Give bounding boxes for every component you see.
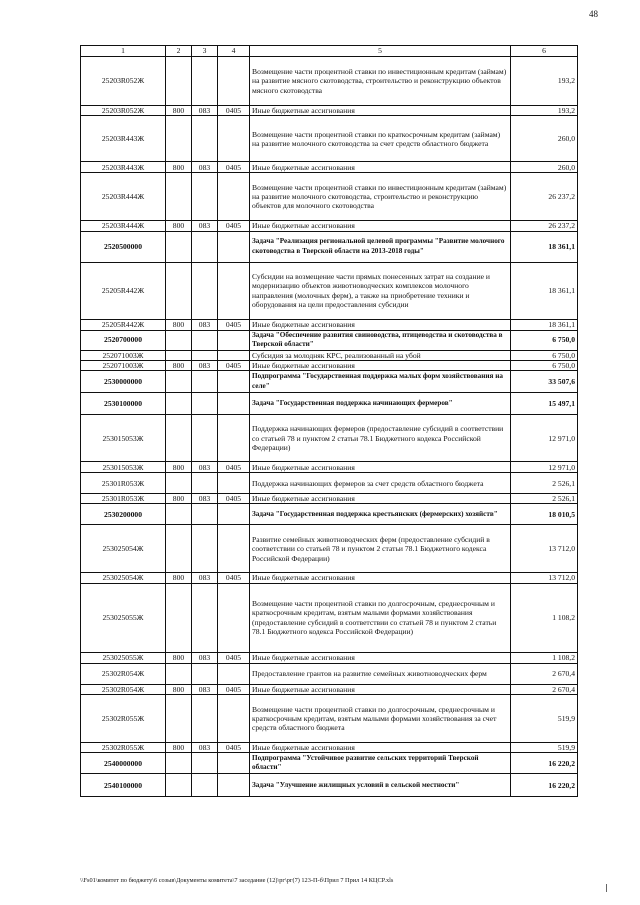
kvr-cell [166,393,192,415]
kvr-cell [166,262,192,319]
description-cell: Возмещение части процентной ставки по долгосрочным, среднесрочным и краткосрочным кредитам, взятым малыми формами хозяйствования за счет средств областного бюджета [250,695,511,743]
ministry-cell [192,504,218,525]
section-cell [218,525,250,573]
kvr-cell: 800 [166,319,192,330]
code-cell: 253025054Ж [81,525,166,573]
code-cell: 25205R442Ж [81,319,166,330]
ministry-cell [192,262,218,319]
code-cell: 25301R053Ж [81,494,166,504]
ministry-cell: 083 [192,360,218,370]
description-cell: Иные бюджетные ассигнования [250,462,511,473]
kvr-cell: 800 [166,652,192,663]
section-cell [218,504,250,525]
code-cell: 253015053Ж [81,415,166,462]
description-cell: Иные бюджетные ассигнования [250,494,511,504]
table-row [81,684,578,694]
kvr-cell [166,774,192,797]
amount-cell: 260,0 [511,116,578,162]
code-cell: 252071003Ж [81,350,166,360]
description-cell: Возмещение части процентной ставки по инвестиционным кредитам (займам) на развитие мясного скотоводства, строительство и реконструкцию объектов мясного скотоводства [250,57,511,106]
amount-cell: 519,9 [511,695,578,743]
header-cell: 3 [192,46,218,57]
table-row [81,162,578,173]
section-cell: 0405 [218,162,250,173]
description-cell: Субсидия за молодняк КРС, реализованный на убой [250,350,511,360]
table-row [81,173,578,221]
table-row [81,753,578,774]
description-cell: Возмещение части процентной ставки по долгосрочным, среднесрочным и краткосрочным кредитам, взятым малыми формами хозяйствования (предоставление субсидий в соответствии со статьей 78 и пунктом 2 статьи 78.1 Бюджетного кодекса Российской Федерации) [250,583,511,652]
section-cell [218,330,250,350]
kvr-cell [166,350,192,360]
kvr-cell: 800 [166,360,192,370]
code-cell: 25203R444Ж [81,221,166,231]
amount-cell: 16 220,2 [511,774,578,797]
description-cell: Иные бюджетные ассигнования [250,743,511,753]
code-cell: 25302R055Ж [81,695,166,743]
description-cell: Задача "Улучшение жилищных условий в сельской местности" [250,774,511,797]
section-cell: 0405 [218,684,250,694]
table-row [81,221,578,231]
description-cell: Иные бюджетные ассигнования [250,221,511,231]
section-cell [218,774,250,797]
header-row [81,46,578,57]
header-cell: 4 [218,46,250,57]
table-row [81,262,578,319]
description-cell: Поддержка начинающих фермеров (предоставление субсидий в соответствии со статьей 78 и пунктом 2 статьи 78.1 Бюджетного кодекса Российской Федерации) [250,415,511,462]
table-row [81,415,578,462]
code-cell: 25205R442Ж [81,262,166,319]
amount-cell: 15 497,1 [511,393,578,415]
section-cell [218,753,250,774]
ministry-cell [192,57,218,106]
amount-cell: 6 750,0 [511,330,578,350]
table-row [81,360,578,370]
ministry-cell [192,330,218,350]
ministry-cell: 083 [192,162,218,173]
kvr-cell [166,330,192,350]
amount-cell: 18 361,1 [511,231,578,262]
kvr-cell [166,371,192,393]
section-cell: 0405 [218,494,250,504]
section-cell [218,350,250,360]
table-row [81,652,578,663]
kvr-cell [166,231,192,262]
kvr-cell: 800 [166,494,192,504]
table-row [81,350,578,360]
code-cell: 2540100000 [81,774,166,797]
section-cell [218,583,250,652]
amount-cell: 260,0 [511,162,578,173]
table-row [81,743,578,753]
code-cell: 253025055Ж [81,652,166,663]
ministry-cell: 083 [192,462,218,473]
table-row [81,525,578,573]
kvr-cell [166,415,192,462]
code-cell: 253025055Ж [81,583,166,652]
kvr-cell [166,473,192,494]
file-path-footer: \\Fs01\комитет по бюджету\6 созыв\Документы комитета\7 заседание (12)\рг\рг(7) 123-П-б\Прил 7 Прил 14 КЦСР.xls [80,877,394,884]
ministry-cell: 083 [192,221,218,231]
table-row [81,330,578,350]
description-cell: Подпрограмма "Устойчивое развитие сельских территорий Тверской области" [250,753,511,774]
kvr-cell [166,525,192,573]
amount-cell: 33 507,6 [511,371,578,393]
kvr-cell: 800 [166,743,192,753]
kvr-cell [166,663,192,684]
code-cell: 25302R055Ж [81,743,166,753]
ministry-cell: 083 [192,106,218,116]
amount-cell: 193,2 [511,106,578,116]
amount-cell: 6 750,0 [511,360,578,370]
table-row [81,663,578,684]
section-cell [218,116,250,162]
section-cell: 0405 [218,743,250,753]
kvr-cell: 800 [166,162,192,173]
description-cell: Предоставление грантов на развитие семейных животноводческих ферм [250,663,511,684]
kvr-cell: 800 [166,573,192,583]
code-cell: 25302R054Ж [81,684,166,694]
code-cell: 25203R444Ж [81,173,166,221]
table-row [81,106,578,116]
section-cell: 0405 [218,360,250,370]
amount-cell: 2 670,4 [511,684,578,694]
amount-cell: 13 712,0 [511,525,578,573]
kvr-cell [166,504,192,525]
table-row [81,494,578,504]
ministry-cell: 083 [192,573,218,583]
table-row [81,116,578,162]
description-cell: Подпрограмма "Государственная поддержка малых форм хозяйствования на селе" [250,371,511,393]
description-cell: Иные бюджетные ассигнования [250,684,511,694]
header-cell: 2 [166,46,192,57]
kvr-cell: 800 [166,221,192,231]
amount-cell: 519,9 [511,743,578,753]
description-cell: Задача "Обеспечение развития свиноводства, птицеводства и скотоводства в Тверской области" [250,330,511,350]
table-row [81,573,578,583]
amount-cell: 2 526,1 [511,473,578,494]
ministry-cell [192,473,218,494]
ministry-cell [192,695,218,743]
table-row [81,462,578,473]
amount-cell: 12 971,0 [511,415,578,462]
table-row [81,583,578,652]
code-cell: 2530000000 [81,371,166,393]
kvr-cell: 800 [166,462,192,473]
header-cell: 5 [250,46,511,57]
table-row [81,695,578,743]
description-cell: Задача "Государственная поддержка крестьянских (фермерских) хозяйств" [250,504,511,525]
description-cell: Иные бюджетные ассигнования [250,106,511,116]
amount-cell: 2 670,4 [511,663,578,684]
table-row [81,393,578,415]
amount-cell: 12 971,0 [511,462,578,473]
section-cell [218,57,250,106]
code-cell: 25302R054Ж [81,663,166,684]
budget-table [80,45,578,797]
ministry-cell: 083 [192,684,218,694]
kvr-cell [166,173,192,221]
section-cell [218,173,250,221]
description-cell: Иные бюджетные ассигнования [250,652,511,663]
amount-cell: 16 220,2 [511,753,578,774]
code-cell: 2530200000 [81,504,166,525]
section-cell: 0405 [218,319,250,330]
code-cell: 25203R443Ж [81,162,166,173]
code-cell: 25301R053Ж [81,473,166,494]
code-cell: 25203R052Ж [81,106,166,116]
header-cell: 6 [511,46,578,57]
description-cell: Поддержка начинающих фермеров за счет средств областного бюджета [250,473,511,494]
amount-cell: 18 361,1 [511,262,578,319]
ministry-cell [192,350,218,360]
table-row [81,371,578,393]
section-cell: 0405 [218,106,250,116]
amount-cell: 26 237,2 [511,173,578,221]
margin-mark [606,884,607,892]
amount-cell: 6 750,0 [511,350,578,360]
kvr-cell [166,753,192,774]
table-row [81,319,578,330]
section-cell [218,371,250,393]
code-cell: 25203R443Ж [81,116,166,162]
description-cell: Задача "Реализация региональной целевой программы "Развитие молочного скотоводства в Тверской области на 2013-2018 годы" [250,231,511,262]
code-cell: 253025054Ж [81,573,166,583]
section-cell [218,393,250,415]
ministry-cell [192,393,218,415]
section-cell [218,415,250,462]
description-cell: Возмещение части процентной ставки по инвестиционным кредитам (займам) на развитие молочного скотоводства, строительство и реконструкцию объектов для молочного скотоводства [250,173,511,221]
kvr-cell: 800 [166,684,192,694]
table-row [81,504,578,525]
amount-cell: 2 526,1 [511,494,578,504]
ministry-cell [192,753,218,774]
amount-cell: 18 361,1 [511,319,578,330]
amount-cell: 13 712,0 [511,573,578,583]
kvr-cell [166,583,192,652]
table-row [81,473,578,494]
section-cell [218,262,250,319]
section-cell: 0405 [218,462,250,473]
description-cell: Иные бюджетные ассигнования [250,360,511,370]
kvr-cell [166,695,192,743]
section-cell: 0405 [218,573,250,583]
code-cell: 2520500000 [81,231,166,262]
section-cell [218,473,250,494]
ministry-cell: 083 [192,743,218,753]
table-row [81,231,578,262]
amount-cell: 26 237,2 [511,221,578,231]
page-number: 48 [589,9,598,19]
amount-cell: 1 108,2 [511,652,578,663]
ministry-cell [192,231,218,262]
ministry-cell [192,371,218,393]
kvr-cell [166,57,192,106]
ministry-cell: 083 [192,494,218,504]
section-cell: 0405 [218,652,250,663]
amount-cell: 18 010,5 [511,504,578,525]
ministry-cell [192,663,218,684]
ministry-cell [192,525,218,573]
description-cell: Развитие семейных животноводческих ферм (предоставление субсидий в соответствии со статьей 78 и пунктом 2 статьи 78.1 Бюджетного кодекса Российской Федерации) [250,525,511,573]
section-cell [218,695,250,743]
description-cell: Иные бюджетные ассигнования [250,319,511,330]
description-cell: Субсидии на возмещение части прямых понесенных затрат на создание и модернизацию объектов животноводческих комплексов молочного направления (молочных ферм), а также на приобретение техники и оборудования на цели предоставления субсидии [250,262,511,319]
code-cell: 252071003Ж [81,360,166,370]
ministry-cell [192,116,218,162]
kvr-cell [166,116,192,162]
kvr-cell: 800 [166,106,192,116]
ministry-cell [192,583,218,652]
header-cell: 1 [81,46,166,57]
ministry-cell [192,774,218,797]
table-row [81,774,578,797]
ministry-cell: 083 [192,652,218,663]
ministry-cell [192,415,218,462]
code-cell: 25203R052Ж [81,57,166,106]
code-cell: 253015053Ж [81,462,166,473]
description-cell: Возмещение части процентной ставки по краткосрочным кредитам (займам) на развитие молочного скотоводства за счет средств областного бюджета [250,116,511,162]
description-cell: Задача "Государственная поддержка начинающих фермеров" [250,393,511,415]
section-cell [218,231,250,262]
table-row [81,57,578,106]
code-cell: 2540000000 [81,753,166,774]
description-cell: Иные бюджетные ассигнования [250,162,511,173]
code-cell: 2530100000 [81,393,166,415]
amount-cell: 193,2 [511,57,578,106]
section-cell: 0405 [218,221,250,231]
description-cell: Иные бюджетные ассигнования [250,573,511,583]
code-cell: 2520700000 [81,330,166,350]
ministry-cell [192,173,218,221]
ministry-cell: 083 [192,319,218,330]
amount-cell: 1 108,2 [511,583,578,652]
section-cell [218,663,250,684]
